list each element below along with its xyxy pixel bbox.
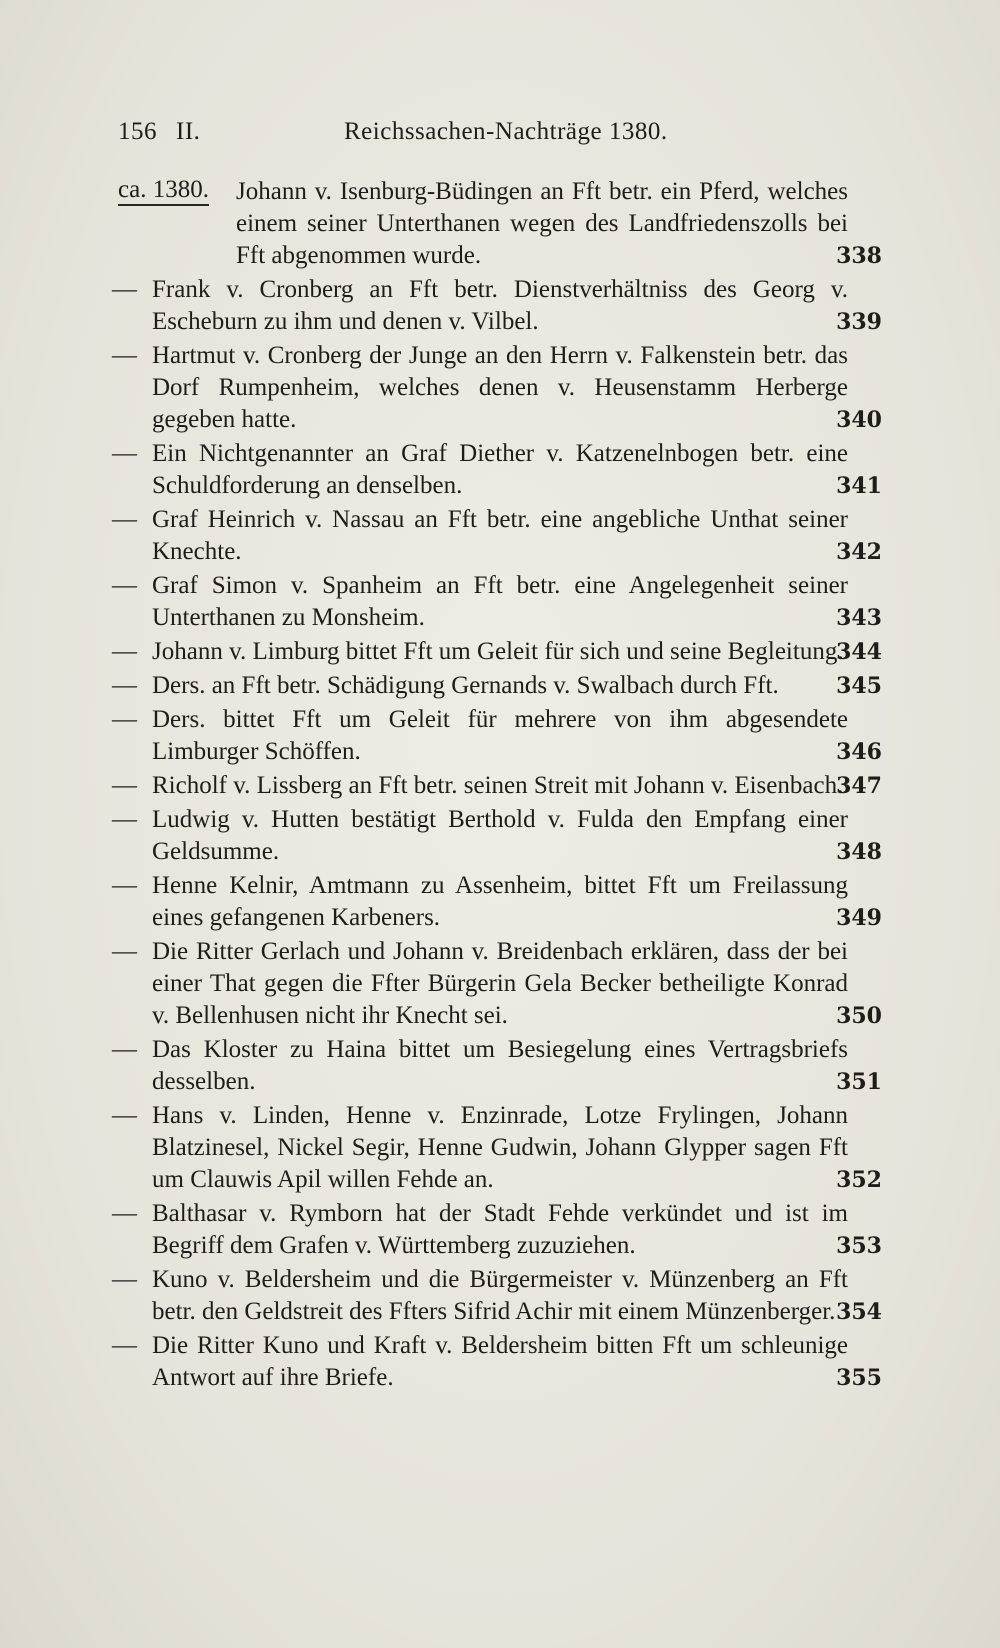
list-item xyxy=(112,570,882,634)
entry-number: 345 xyxy=(836,673,882,699)
entry-text: Ludwig v. Hutten bestätigt Berthold v. Fulda den Empfang einer Geldsumme. xyxy=(152,806,848,865)
list-item xyxy=(112,1330,882,1394)
entry-number: 351 xyxy=(836,1069,882,1095)
entry-text: Ders. an Fft betr. Schädigung Gernands v. Swalbach durch Fft. xyxy=(152,672,779,699)
entry-text: Hartmut v. Cronberg der Junge an den Herrn v. Falkenstein betr. das Dorf Rumpenheim, welches denen v. Heusenstamm Herberge gegeben hatte. xyxy=(152,342,848,433)
entry-text: Die Ritter Gerlach und Johann v. Breidenbach erklären, dass der bei einer That gegen die Ffter Bürgerin Gela Becker betheiligte Konrad v. Bellenhusen nicht ihr Knecht sei. xyxy=(152,938,848,1029)
list-item xyxy=(112,504,882,568)
list-item xyxy=(112,770,882,802)
entry-text: Frank v. Cronberg an Fft betr. Dienstverhältniss des Georg v. Escheburn zu ihm und denen v. Vilbel. xyxy=(152,276,848,335)
entry-number: 349 xyxy=(836,905,882,931)
entry-dash: — xyxy=(112,806,137,833)
entry-dash: — xyxy=(112,772,137,799)
entry-dash: — xyxy=(112,440,137,467)
entry-dash: — xyxy=(112,1332,137,1359)
entry-dash: — xyxy=(112,506,137,533)
entry-number: 350 xyxy=(836,1003,882,1029)
entry-dash: — xyxy=(112,1200,137,1227)
part-number: II. xyxy=(176,118,201,145)
entry-text: Graf Heinrich v. Nassau an Fft betr. eine angebliche Unthat seiner Knechte. xyxy=(152,506,848,565)
entry-text: Johann v. Isenburg-Büdingen an Fft betr. ein Pferd, welches einem seiner Unterthanen wegen des Landfriedenszolls bei Fft abgenommen wurde. xyxy=(236,178,848,269)
list-item xyxy=(112,1198,882,1262)
entry-dash: — xyxy=(112,672,137,699)
list-item xyxy=(112,340,882,436)
entry-text: Johann v. Limburg bittet Fft um Geleit für sich und seine Begleitung. xyxy=(152,638,844,665)
entry-number: 343 xyxy=(836,605,882,631)
entry-number: 354 xyxy=(836,1299,882,1325)
list-item xyxy=(112,870,882,934)
entry-number: 340 xyxy=(836,407,882,433)
entry-number: 348 xyxy=(836,839,882,865)
entry-dash: — xyxy=(112,1266,137,1293)
entry-number: 352 xyxy=(836,1167,882,1193)
list-item xyxy=(112,804,882,868)
entry-number: 355 xyxy=(836,1365,882,1391)
page-number: 156 xyxy=(118,118,157,145)
list-item xyxy=(112,1034,882,1098)
entry-text: Hans v. Linden, Henne v. Enzinrade, Lotze Frylingen, Johann Blatzinesel, Nickel Segir, Henne Gudwin, Johann Glypper sagen Fft um Clauwis Apil willen Fehde an. xyxy=(152,1102,848,1193)
entry-number: 344 xyxy=(836,639,882,665)
entry-number: 353 xyxy=(836,1233,882,1259)
entry-dash: — xyxy=(112,1102,137,1129)
list-item xyxy=(112,1100,882,1196)
list-item xyxy=(112,176,882,272)
list-item xyxy=(112,636,882,668)
entry-date: ca. 1380. xyxy=(118,176,209,206)
list-item xyxy=(112,670,882,702)
entry-text: Henne Kelnir, Amtmann zu Assenheim, bittet Fft um Freilassung eines gefangenen Karbeners. xyxy=(152,872,848,931)
entry-dash: — xyxy=(112,938,137,965)
entry-dash: — xyxy=(112,572,137,599)
entry-dash: — xyxy=(112,276,137,303)
list-item xyxy=(112,274,882,338)
entry-number: 341 xyxy=(836,473,882,499)
entry-text: Graf Simon v. Spanheim an Fft betr. eine Angelegenheit seiner Unterthanen zu Monsheim. xyxy=(152,572,848,631)
entry-number: 347 xyxy=(836,773,882,799)
entry-number: 338 xyxy=(836,243,882,269)
list-item xyxy=(112,936,882,1032)
entry-number: 342 xyxy=(836,539,882,565)
entry-text: Kuno v. Beldersheim und die Bürgermeister v. Münzenberg an Fft betr. den Geldstreit des Ffters Sifrid Achir mit einem Münzenberger. xyxy=(152,1266,848,1325)
entry-dash: — xyxy=(112,638,137,665)
running-title: Reichssachen-Nachträge 1380. xyxy=(344,118,668,145)
entry-text: Ein Nichtgenannter an Graf Diether v. Katzenelnbogen betr. eine Schuldforderung an denselben. xyxy=(152,440,848,499)
entry-text: Ders. bittet Fft um Geleit für mehrere von ihm abgesendete Limburger Schöffen. xyxy=(152,706,848,765)
list-item xyxy=(112,438,882,502)
page-header xyxy=(118,118,888,158)
entry-dash: — xyxy=(112,342,137,369)
entry-text: Richolf v. Lissberg an Fft betr. seinen Streit mit Johann v. Eisenbach. xyxy=(152,772,844,799)
entry-text: Die Ritter Kuno und Kraft v. Beldersheim bitten Fft um schleunige Antwort auf ihre Briefe. xyxy=(152,1332,848,1391)
list-item xyxy=(112,704,882,768)
entry-text: Balthasar v. Rymborn hat der Stadt Fehde verkündet und ist im Begriff dem Grafen v. Württemberg zuzuziehen. xyxy=(152,1200,848,1259)
entry-list xyxy=(112,176,882,1396)
entry-number: 339 xyxy=(836,309,882,335)
list-item xyxy=(112,1264,882,1328)
entry-text: Das Kloster zu Haina bittet um Besiegelung eines Vertragsbriefs desselben. xyxy=(152,1036,848,1095)
entry-number: 346 xyxy=(836,739,882,765)
entry-dash: — xyxy=(112,1036,137,1063)
entry-dash: — xyxy=(112,706,137,733)
entry-dash: — xyxy=(112,872,137,899)
